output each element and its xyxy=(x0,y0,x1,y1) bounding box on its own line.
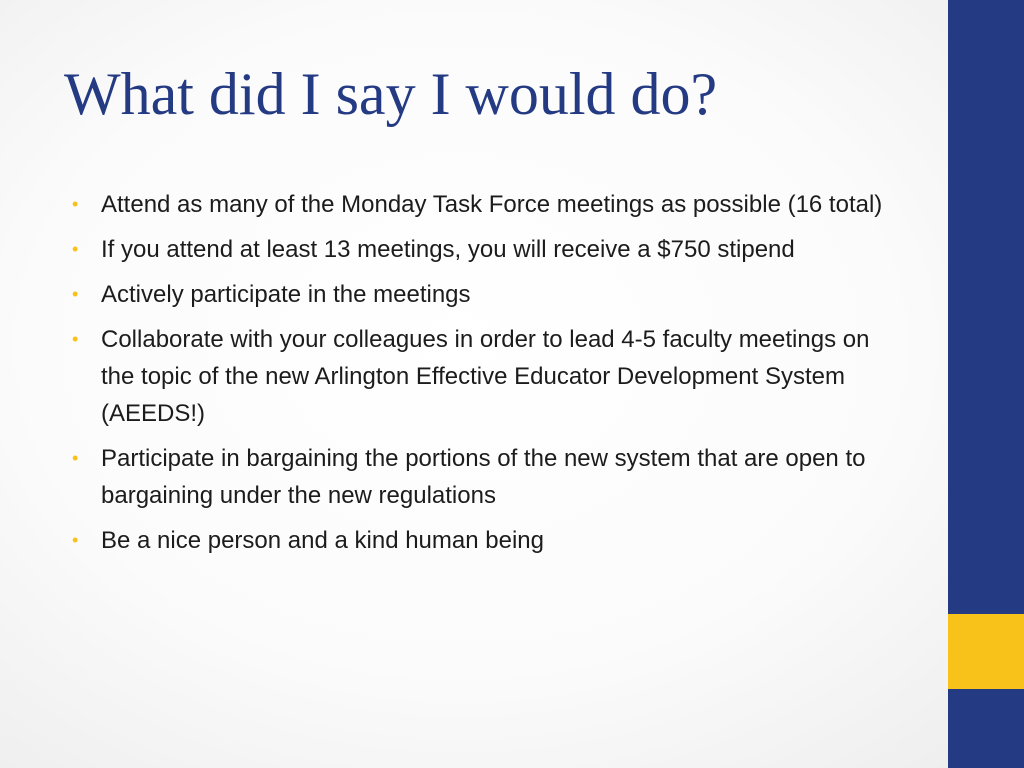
bullet-item xyxy=(72,276,892,313)
slide-title: What did I say I would do? xyxy=(64,61,718,127)
bullet-marker: • xyxy=(72,194,79,214)
bullet-marker: • xyxy=(72,329,79,349)
bullet-text: Attend as many of the Monday Task Force meetings as possible (16 total) xyxy=(101,191,883,218)
bullet-text: Be a nice person and a kind human being xyxy=(101,527,544,554)
bullet-item xyxy=(72,186,892,223)
bullet-item xyxy=(72,231,892,268)
bullet-marker: • xyxy=(72,239,79,259)
bullet-list xyxy=(72,186,892,567)
side-accent-block xyxy=(948,614,1024,689)
bullet-marker: • xyxy=(72,530,79,550)
bullet-text: Actively participate in the meetings xyxy=(101,281,471,308)
bullet-marker: • xyxy=(72,284,79,304)
bullet-text: Collaborate with your colleagues in order to lead 4-5 faculty meetings on the topic of the new Arlington Effective Educator Development System (AEEDS!) xyxy=(101,326,870,427)
bullet-item xyxy=(72,522,892,559)
bullet-text: Participate in bargaining the portions of the new system that are open to bargaining under the new regulations xyxy=(101,445,866,509)
bullet-marker: • xyxy=(72,448,79,468)
bullet-text: If you attend at least 13 meetings, you will receive a $750 stipend xyxy=(101,236,795,263)
bullet-item xyxy=(72,440,892,514)
bullet-item xyxy=(72,321,892,432)
